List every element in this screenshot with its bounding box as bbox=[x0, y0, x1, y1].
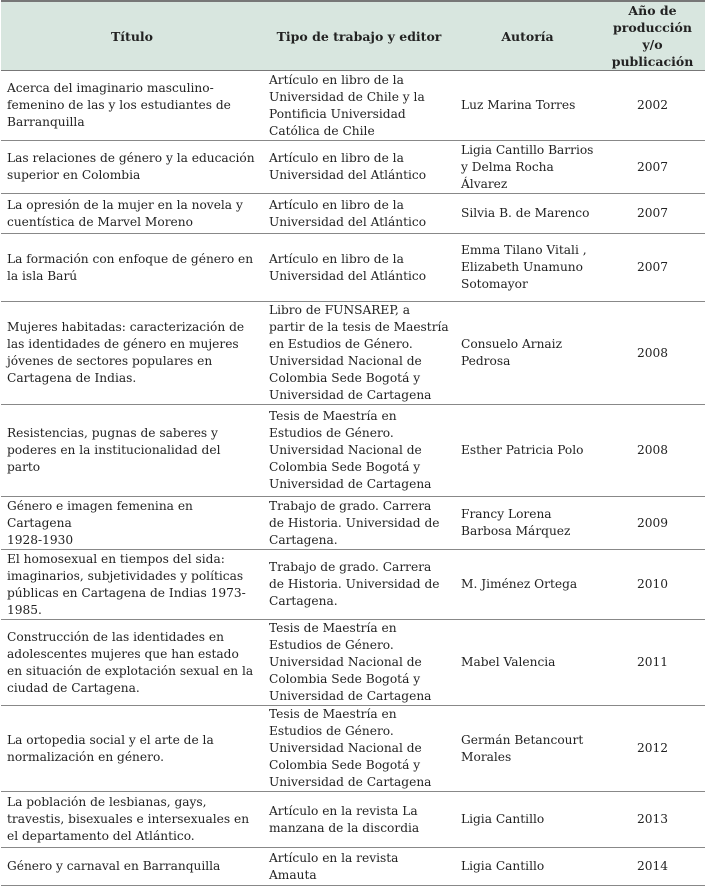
author-cell: Esther Patricia Polo bbox=[455, 405, 600, 497]
type-cell: Tesis de Maestría en Estudios de Género. Universidad Nacional de Colombia Sede Bogotá y Universidad de Cartagena bbox=[263, 706, 455, 792]
type-cell: Tesis de Maestría en Estudios de Género. Universidad Nacional de Colombia Sede Bogotá y Universidad de Cartagena bbox=[263, 620, 455, 706]
type-cell: Trabajo de grado. Carrera de Historia. Universidad de Cartagena. bbox=[263, 497, 455, 550]
type-cell: Artículo en la revista Amauta bbox=[263, 848, 455, 886]
publications-table bbox=[1, 0, 705, 886]
header-title: Título bbox=[1, 1, 263, 71]
type-cell: Libro de FUNSAREP, a partir de la tesis de Maestría en Estudios de Género. Universidad Nacional de Colombia Sede Bogotá y Universidad de Cartagena bbox=[263, 302, 455, 405]
table-row bbox=[1, 848, 705, 886]
title-cell: La ortopedia social y el arte de la normalización en género. bbox=[1, 706, 263, 792]
title-cell: Las relaciones de género y la educación superior en Colombia bbox=[1, 141, 263, 194]
year-cell: 2012 bbox=[600, 706, 705, 792]
table-row bbox=[1, 234, 705, 302]
header-type: Tipo de trabajo y editor bbox=[263, 1, 455, 71]
author-cell: Ligia Cantillo bbox=[455, 848, 600, 886]
table-row bbox=[1, 497, 705, 550]
header-year: Año de producción y/o publicación bbox=[600, 1, 705, 71]
type-cell: Tesis de Maestría en Estudios de Género. Universidad Nacional de Colombia Sede Bogotá y Universidad de Cartagena bbox=[263, 405, 455, 497]
author-cell: Luz Marina Torres bbox=[455, 71, 600, 141]
title-cell: La opresión de la mujer en la novela y cuentística de Marvel Moreno bbox=[1, 194, 263, 234]
title-cell: La formación con enfoque de género en la isla Barú bbox=[1, 234, 263, 302]
title-cell: El homosexual en tiempos del sida: imaginarios, subjetividades y políticas públicas en Cartagena de Indias 1973-1985. bbox=[1, 550, 263, 620]
header-row bbox=[1, 1, 705, 71]
year-cell: 2011 bbox=[600, 620, 705, 706]
type-cell: Artículo en libro de la Universidad del Atlántico bbox=[263, 194, 455, 234]
type-cell: Trabajo de grado. Carrera de Historia. Universidad de Cartagena. bbox=[263, 550, 455, 620]
author-cell: Ligia Cantillo Barrios y Delma Rocha Álvarez bbox=[455, 141, 600, 194]
year-cell: 2010 bbox=[600, 550, 705, 620]
year-cell: 2002 bbox=[600, 71, 705, 141]
header-author: Autoría bbox=[455, 1, 600, 71]
table-row bbox=[1, 71, 705, 141]
table-row bbox=[1, 194, 705, 234]
type-cell: Artículo en la revista La manzana de la discordia bbox=[263, 792, 455, 848]
author-cell: Ligia Cantillo bbox=[455, 792, 600, 848]
table-row bbox=[1, 405, 705, 497]
table-row bbox=[1, 550, 705, 620]
title-cell: La población de lesbianas, gays, travestis, bisexuales e intersexuales en el departamento del Atlántico. bbox=[1, 792, 263, 848]
year-cell: 2007 bbox=[600, 141, 705, 194]
author-cell: Consuelo Arnaiz Pedrosa bbox=[455, 302, 600, 405]
title-cell: Género y carnaval en Barranquilla bbox=[1, 848, 263, 886]
year-cell: 2008 bbox=[600, 302, 705, 405]
title-cell: Mujeres habitadas: caracterización de las identidades de género en mujeres jóvenes de sectores populares en Cartagena de Indias. bbox=[1, 302, 263, 405]
title-cell: Resistencias, pugnas de saberes y poderes en la institucionalidad del parto bbox=[1, 405, 263, 497]
table-row bbox=[1, 141, 705, 194]
type-cell: Artículo en libro de la Universidad del Atlántico bbox=[263, 234, 455, 302]
table-row bbox=[1, 792, 705, 848]
author-cell: Germán Betancourt Morales bbox=[455, 706, 600, 792]
year-cell: 2007 bbox=[600, 234, 705, 302]
author-cell: Francy Lorena Barbosa Márquez bbox=[455, 497, 600, 550]
year-cell: 2014 bbox=[600, 848, 705, 886]
author-cell: Emma Tilano Vitali , Elizabeth Unamuno Sotomayor bbox=[455, 234, 600, 302]
table-row bbox=[1, 706, 705, 792]
type-cell: Artículo en libro de la Universidad del Atlántico bbox=[263, 141, 455, 194]
year-cell: 2008 bbox=[600, 405, 705, 497]
author-cell: Silvia B. de Marenco bbox=[455, 194, 600, 234]
year-cell: 2007 bbox=[600, 194, 705, 234]
title-cell: Acerca del imaginario masculino-femenino de las y los estudiantes de Barranquilla bbox=[1, 71, 263, 141]
author-cell: M. Jiménez Ortega bbox=[455, 550, 600, 620]
year-cell: 2009 bbox=[600, 497, 705, 550]
title-cell: Género e imagen femenina en Cartagena 1928-1930 bbox=[1, 497, 263, 550]
table-row bbox=[1, 620, 705, 706]
author-cell: Mabel Valencia bbox=[455, 620, 600, 706]
year-cell: 2013 bbox=[600, 792, 705, 848]
table-row bbox=[1, 302, 705, 405]
type-cell: Artículo en libro de la Universidad de Chile y la Pontificia Universidad Católica de Chile bbox=[263, 71, 455, 141]
title-cell: Construcción de las identidades en adolescentes mujeres que han estado en situación de explotación sexual en la ciudad de Cartagena. bbox=[1, 620, 263, 706]
